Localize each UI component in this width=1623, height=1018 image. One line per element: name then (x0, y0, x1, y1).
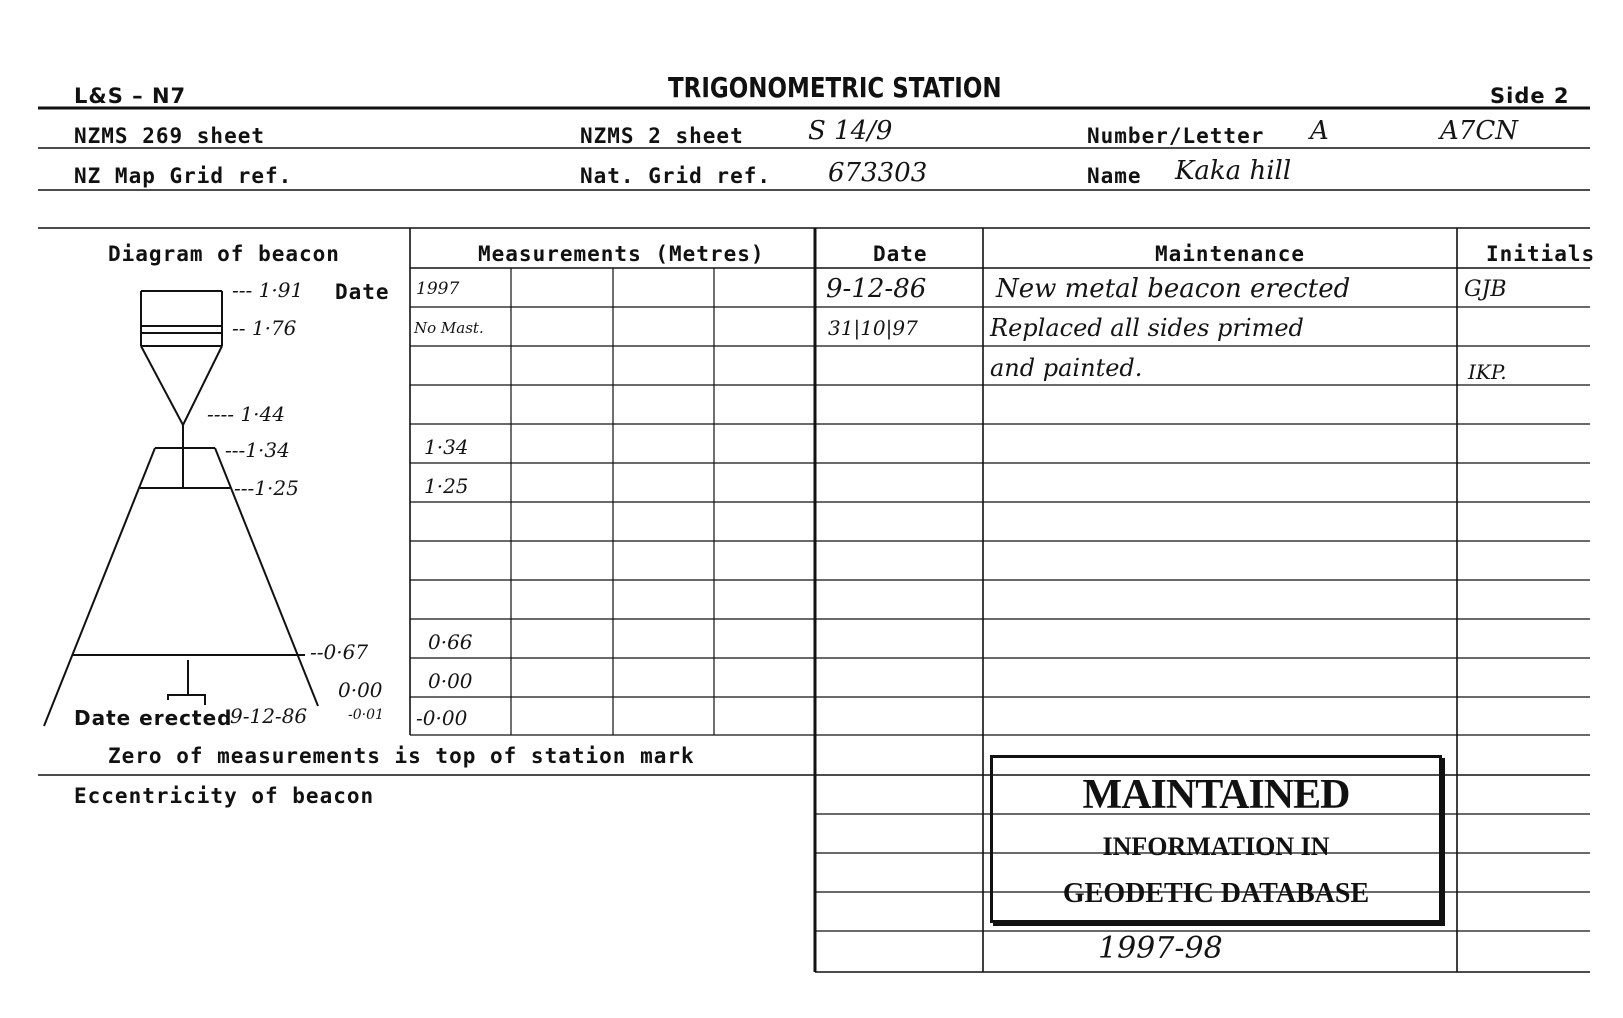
nzms2-value: S 14/9 (808, 116, 893, 146)
diagram-label-0-67: --0·67 (310, 640, 369, 664)
number-letter-value: A (1310, 116, 1329, 146)
measurement-cell: 1·34 (424, 435, 469, 459)
log-maintenance: New metal beacon erected (996, 274, 1351, 304)
number-letter-code: A7CN (1440, 116, 1518, 146)
stamp-line-2: INFORMATION IN (1102, 832, 1330, 861)
page-title: TRIGONOMETRIC STATION (668, 71, 1002, 104)
name-label: Name (1087, 164, 1142, 188)
measurement-cell: No Mast. (414, 319, 484, 337)
side-label: Side 2 (1490, 84, 1570, 108)
date-erected-label: Date erected (74, 706, 233, 730)
name-value: Kaka hill (1175, 156, 1292, 186)
measurement-cell: 0·00 (428, 669, 473, 693)
stamp-line-3: GEODETIC DATABASE (1062, 878, 1370, 909)
stamp-year: 1997-98 (1098, 931, 1223, 966)
log-maintenance: Replaced all sides primed (990, 314, 1304, 342)
diagram-label-1-25: ---1·25 (234, 476, 299, 500)
log-initials: GJB (1464, 277, 1507, 302)
measurement-cell: 1·25 (424, 474, 469, 498)
diagram-label-0-00: 0·00 (338, 678, 383, 702)
nzms2-label: NZMS 2 sheet (580, 124, 744, 148)
initials-heading: Initials (1486, 242, 1596, 266)
log-maintenance: and painted. (990, 354, 1143, 382)
stamp-line-1: MAINTAINED (1082, 772, 1350, 818)
diagram-label-1-44: ---- 1·44 (207, 402, 285, 426)
maintenance-heading: Maintenance (1155, 242, 1306, 266)
date-erected-value: 9-12-86 (230, 704, 308, 728)
nzms269-label: NZMS 269 sheet (74, 124, 266, 148)
diagram-label-1-76: -- 1·76 (232, 316, 297, 340)
diagram-label-1-91: --- 1·91 (232, 278, 304, 302)
nat-grid-value: 673303 (828, 158, 928, 188)
measurements-heading: Measurements (Metres) (478, 242, 765, 266)
log-date: 31|10|97 (828, 316, 918, 340)
eccentricity-label: Eccentricity of beacon (74, 784, 375, 808)
form-code: L&S – N7 (74, 84, 187, 108)
measurement-cell: 0·66 (428, 630, 473, 654)
diagram-label-date: Date (335, 280, 390, 304)
map-grid-label: NZ Map Grid ref. (74, 164, 293, 188)
maintained-stamp (990, 755, 1442, 923)
nat-grid-label: Nat. Grid ref. (580, 164, 772, 188)
number-letter-label: Number/Letter (1087, 124, 1265, 148)
measurement-cell: 1997 (416, 279, 460, 299)
log-date: 9-12-86 (826, 274, 927, 304)
diagram-label-minus-0-01: -0·01 (348, 707, 384, 723)
log-initials: IKP. (1468, 360, 1507, 384)
measurement-cell: -0·00 (416, 706, 468, 730)
date-heading: Date (873, 242, 928, 266)
diagram-heading: Diagram of beacon (108, 242, 340, 266)
diagram-label-1-34: ---1·34 (225, 438, 290, 462)
zero-note: Zero of measurements is top of station mark (108, 744, 695, 768)
